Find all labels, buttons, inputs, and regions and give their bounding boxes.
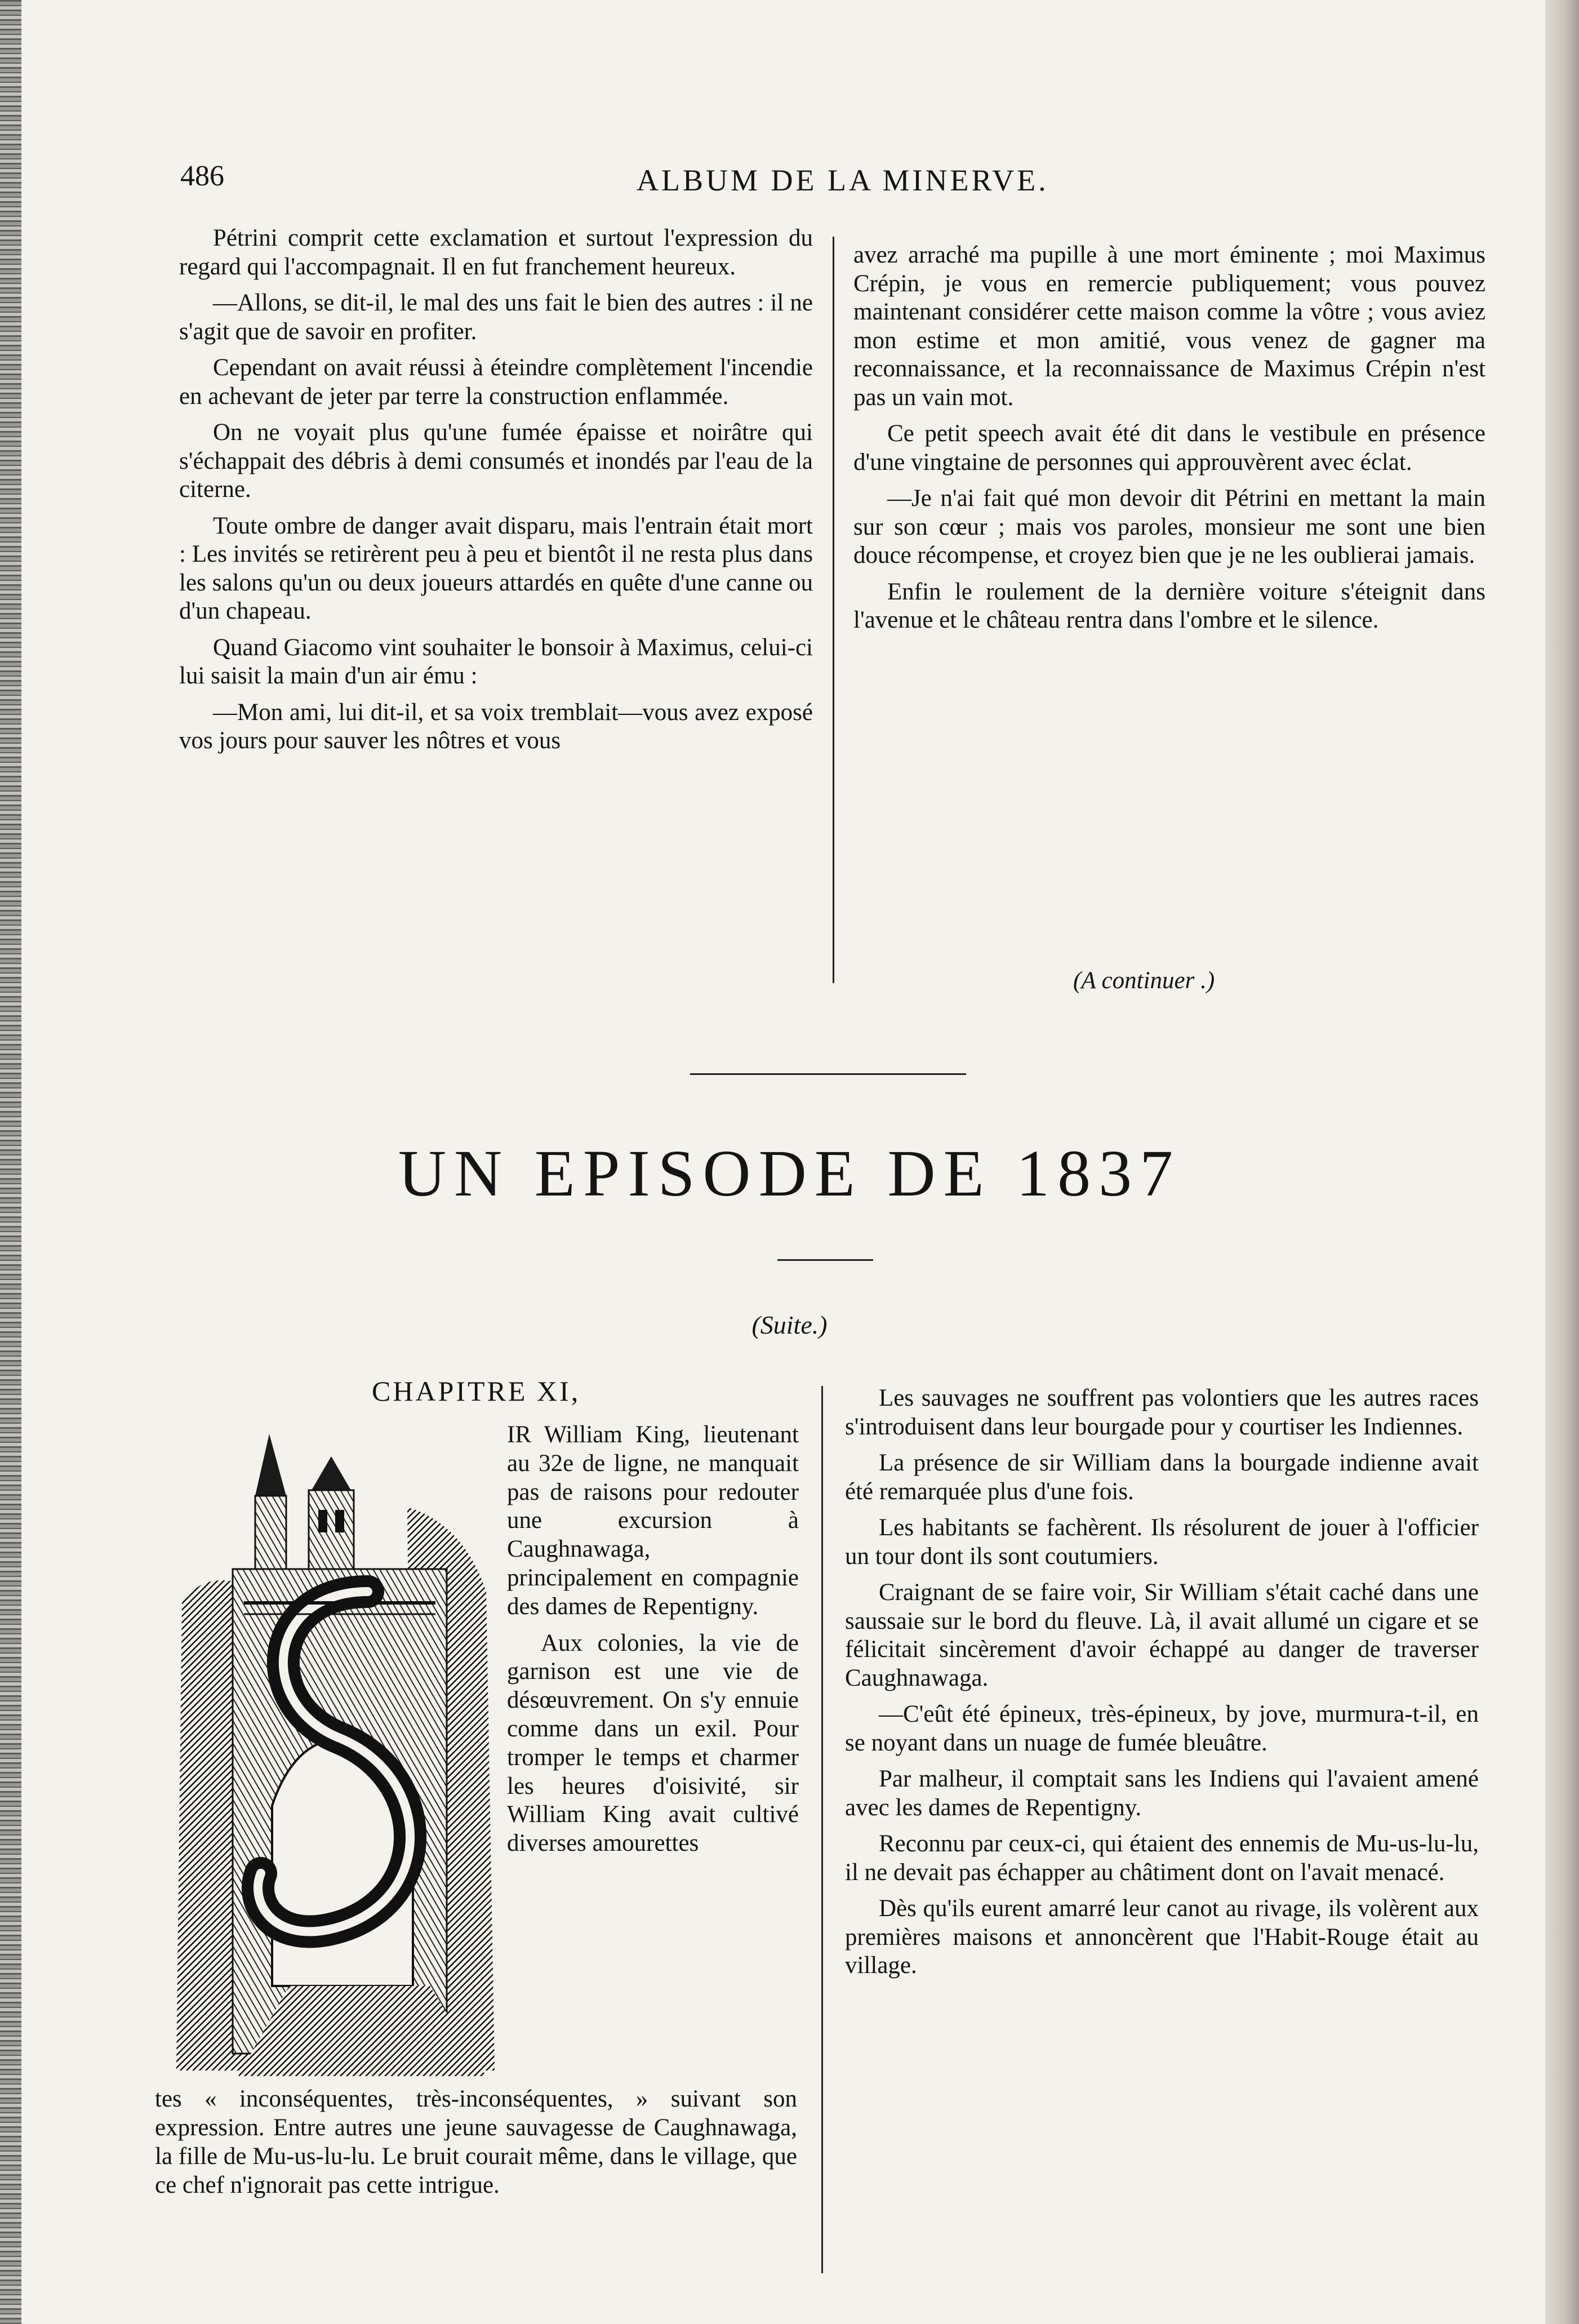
paragraph: —Allons, se dit-il, le mal des uns fait le bien des autres : il ne s'agit que de savoir en profiter. xyxy=(179,290,813,345)
continuation-note: (A continuer .) xyxy=(1073,967,1215,994)
column-divider-bottom xyxy=(821,1386,823,2273)
paragraph: Enfin le roulement de la dernière voiture s'éteignit dans l'avenue et le château rentra dans l'ombre et le silence. xyxy=(853,578,1485,633)
paragraph: Reconnu par ceux-ci, qui étaient des ennemis de Mu-us-lu-lu, il ne devait pas échapper au châtiment dont on l'avait menacé. xyxy=(845,1830,1479,1886)
paragraph: IR William King, lieutenant au 32e de ligne, ne manquait pas de raisons pour redouter une excursion à Caughnawaga, principalement en compagnie des dames de Repentigny. xyxy=(507,1421,799,1620)
top-left-column xyxy=(179,224,813,763)
paragraph: Dès qu'ils eurent amarré leur canot au rivage, ils volèrent aux premières maisons et annoncèrent que l'Habit-Rouge était au village. xyxy=(845,1895,1479,1979)
paragraph: Quand Giacomo vint souhaiter le bonsoir à Maximus, celui-ci lui saisit la main d'un air ému : xyxy=(179,634,813,689)
top-right-column xyxy=(853,241,1485,643)
paragraph: —Mon ami, lui dit-il, et sa voix tremblait—vous avez exposé vos jours pour sauver les nôtres et vous xyxy=(179,699,813,754)
chapter-heading: CHAPITRE XI, xyxy=(372,1375,581,1407)
bottom-right-column xyxy=(845,1384,1479,1988)
paragraph: On ne voyait plus qu'une fumée épaisse et noirâtre qui s'échappait des débris à demi consumés et inondés par l'eau de la citerne. xyxy=(179,419,813,503)
column-divider-top xyxy=(833,237,834,983)
paragraph: —C'eût été épineux, très-épineux, by jove, murmura-t-il, en se noyant dans un nuage de fumée bleuâtre. xyxy=(845,1701,1479,1756)
page-header xyxy=(180,159,1487,205)
paragraph: Les sauvages ne souffrent pas volontiers que les autres races s'introduisent dans leur bourgade pour y courtiser les Indiennes. xyxy=(845,1385,1479,1440)
paragraph: Craignant de se faire voir, Sir William s'était caché dans une saussaie sur le bord du fleuve. Là, il avait allumé un cigare et se félicitait sincèrement d'avoir échappé au danger de traverser Caughnawaga. xyxy=(845,1579,1479,1691)
section-separator xyxy=(690,1073,966,1075)
article-subtitle: (Suite.) xyxy=(751,1310,828,1339)
paragraph: avez arraché ma pupille à une mort éminente ; moi Maximus Crépin, je vous en remercie publiquement; vous pouvez maintenant considérer cette maison comme la vôtre ; vous aviez mon estime et mon amitié, vous venez de gagner ma reconnaissance, et la reconnaissance de Maximus Crépin n'est pas un vain mot. xyxy=(853,242,1485,411)
running-title: ALBUM DE LA MINERVE. xyxy=(637,163,1049,197)
drop-cap-illustration xyxy=(171,1423,496,2087)
paragraph: —Je n'ai fait qué mon devoir dit Pétrini en mettant la main sur son cœur ; mais vos paroles, monsieur me sont une bien douce récompense, et croyez bien que je ne les oublierai jamais. xyxy=(853,485,1485,568)
article-title: UN EPISODE DE 1837 xyxy=(398,1136,1181,1210)
paragraph: La présence de sir William dans la bourgade indienne avait été remarquée plus d'une fois. xyxy=(845,1450,1479,1505)
paragraph: Les habitants se fachèrent. Ils résolurent de jouer à l'officier un tour dont ils sont coutumiers. xyxy=(845,1514,1479,1570)
chapter-text-continued: tes « inconséquentes, très-inconséquentes, » suivant son expression. Entre autres une jeune sauvagesse de Caughnawaga, la fille de Mu-us-lu-lu. Le bruit courait même, dans le village, que ce chef n'ignorait pas cette intrigue. xyxy=(155,2086,797,2198)
paragraph: Ce petit speech avait été dit dans le vestibule en présence d'une vingtaine de personnes qui approuvèrent avec éclat. xyxy=(853,420,1485,476)
paragraph: Aux colonies, la vie de garnison est une vie de désœuvrement. On s'y ennuie comme dans un exil. Pour tromper le temps et charmer les heures d'oisivité, sir William King avait cultivé diverses amourettes xyxy=(507,1629,799,1857)
page-number: 486 xyxy=(180,160,224,192)
paragraph: Toute ombre de danger avait disparu, mais l'entrain était mort : Les invités se retirèrent peu à peu et bientôt il ne resta plus dans les salons qu'un ou deux joueurs attardés en quête d'une canne ou d'un chapeau. xyxy=(179,512,813,624)
paragraph: Par malheur, il comptait sans les Indiens qui l'avaient amené avec les dames de Repentigny. xyxy=(845,1766,1479,1821)
title-rule xyxy=(777,1259,873,1261)
chapter-opening-text xyxy=(507,1421,799,1866)
paragraph: Pétrini comprit cette exclamation et surtout l'expression du regard qui l'accompagnait. Il en fut franchement heureux. xyxy=(179,225,813,280)
paragraph: Cependant on avait réussi à éteindre complètement l'incendie en achevant de jeter par terre la construction enflammée. xyxy=(179,354,813,410)
